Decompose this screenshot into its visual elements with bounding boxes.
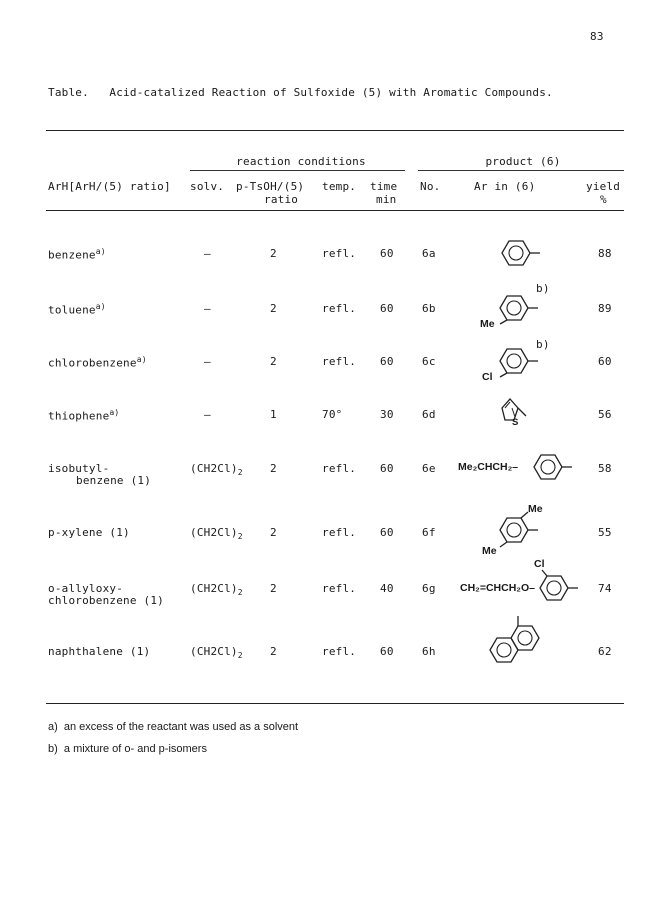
allyloxychlorophenyl-structure (536, 570, 586, 610)
row-6e-yield: 58 (598, 462, 612, 475)
header-time-unit: min (376, 193, 397, 206)
row-6h-arh: naphthalene (1) (48, 645, 151, 658)
row-6d-ratio: 1 (270, 408, 277, 421)
header-reaction-conditions: reaction conditions (236, 155, 366, 168)
row-6h-time: 60 (380, 645, 394, 658)
row-6c-time: 60 (380, 355, 394, 368)
product-underline (418, 170, 624, 171)
naphthyl-structure (484, 620, 554, 674)
conditions-underline (190, 170, 405, 171)
isobutylphenyl-structure (530, 449, 580, 489)
row-6g-ratio: 2 (270, 582, 277, 595)
header-ar: Ar in (6) (474, 180, 536, 193)
header-no: No. (420, 180, 441, 193)
row-6a-time: 60 (380, 247, 394, 260)
row-6f-temp: refl. (322, 526, 357, 539)
row-6d-no: 6d (422, 408, 436, 421)
row-6d-yield: 56 (598, 408, 612, 421)
row-6f-ratio: 2 (270, 526, 277, 539)
row-6g-solv: $(CH2Cl)_2$ (190, 582, 243, 598)
row-6a-no: 6a (422, 247, 436, 260)
row-6a-solv: — (204, 247, 211, 260)
row-6g-temp: refl. (322, 582, 357, 595)
header-temp: temp. (322, 180, 357, 193)
row-6d-arh: thiophene$^{a)}$ (48, 408, 120, 423)
row-6a-arh: benzene$^{a)}$ (48, 247, 106, 262)
row-6a-yield: 88 (598, 247, 612, 260)
methyl-label-top: Me (528, 503, 543, 515)
phenyl-structure (492, 235, 552, 275)
chloro-label-6g: Cl (534, 558, 545, 570)
header-rule (46, 210, 624, 211)
row-6h-temp: refl. (322, 645, 357, 658)
row-6e-no: 6e (422, 462, 436, 475)
row-6e-time: 60 (380, 462, 394, 475)
row-6e-arh2: benzene (1) (76, 474, 152, 487)
footnote-a: a) an excess of the reactant was used as a solvent (48, 721, 299, 733)
header-yield-unit: % (600, 193, 607, 206)
row-6h-solv: $(CH2Cl)_2$ (190, 645, 243, 661)
row-6c-solv: — (204, 355, 211, 368)
chlorophenyl-structure (484, 343, 554, 387)
header-ptsoh: p-TsOH/(5) (236, 180, 305, 193)
row-6b-solv: — (204, 302, 211, 315)
row-6a-temp: refl. (322, 247, 357, 260)
row-6e-arh: isobutyl- (48, 462, 110, 475)
row-6f-arh: p-xylene (1) (48, 526, 130, 539)
row-6d-solv: — (204, 408, 211, 421)
row-6f-time: 60 (380, 526, 394, 539)
allyloxy-label: CH₂=CHCH₂O– (460, 582, 535, 594)
row-6c-ratio: 2 (270, 355, 277, 368)
row-6b-ratio: 2 (270, 302, 277, 315)
row-6b-time: 60 (380, 302, 394, 315)
header-time: time (370, 180, 398, 193)
header-arh: ArH[ArH/(5) ratio] (48, 180, 171, 193)
row-6h-ratio: 2 (270, 645, 277, 658)
row-6h-no: 6h (422, 645, 436, 658)
row-6b-no: 6b (422, 302, 436, 315)
bottom-rule (46, 703, 624, 704)
header-ratio: ratio (264, 193, 299, 206)
row-6b-temp: refl. (322, 302, 357, 315)
top-rule (46, 130, 624, 131)
row-6g-time: 40 (380, 582, 394, 595)
header-yield: yield (586, 180, 621, 193)
header-solv: solv. (190, 180, 225, 193)
thienyl-structure (494, 394, 544, 434)
row-6b-note: b) (536, 282, 550, 295)
row-6d-temp: 70° (322, 408, 343, 421)
chloro-label-6c: Cl (482, 371, 493, 383)
row-6d-time: 30 (380, 408, 394, 421)
row-6h-yield: 62 (598, 645, 612, 658)
row-6b-arh: toluene$^{a)}$ (48, 302, 106, 317)
row-6c-yield: 60 (598, 355, 612, 368)
row-6b-yield: 89 (598, 302, 612, 315)
isobutyl-label: Me₂CHCH₂– (458, 461, 519, 473)
row-6e-solv: $(CH2Cl)_2$ (190, 462, 243, 478)
row-6c-note: b) (536, 338, 550, 351)
row-6e-temp: refl. (322, 462, 357, 475)
footnote-b: b) a mixture of o- and p-isomers (48, 743, 207, 755)
page-number: 83 (590, 30, 604, 43)
row-6e-ratio: 2 (270, 462, 277, 475)
header-product: product (6) (485, 155, 561, 168)
table-caption: Table. Acid-catalized Reaction of Sulfoxide (5) with Aromatic Compounds. (48, 86, 553, 99)
row-6g-yield: 74 (598, 582, 612, 595)
row-6f-solv: $(CH2Cl)_2$ (190, 526, 243, 542)
row-6g-no: 6g (422, 582, 436, 595)
row-6c-temp: refl. (322, 355, 357, 368)
row-6f-no: 6f (422, 526, 436, 539)
row-6a-ratio: 2 (270, 247, 277, 260)
row-6c-arh: chlorobenzene$^{a)}$ (48, 355, 147, 370)
row-6c-no: 6c (422, 355, 436, 368)
row-6f-yield: 55 (598, 526, 612, 539)
row-6g-arh2: chlorobenzene (1) (48, 594, 164, 607)
methyl-label: Me (480, 318, 495, 330)
sulfur-label: S (512, 417, 519, 428)
methyl-label-bottom: Me (482, 545, 497, 557)
row-6g-arh: o-allyloxy- (48, 582, 124, 595)
